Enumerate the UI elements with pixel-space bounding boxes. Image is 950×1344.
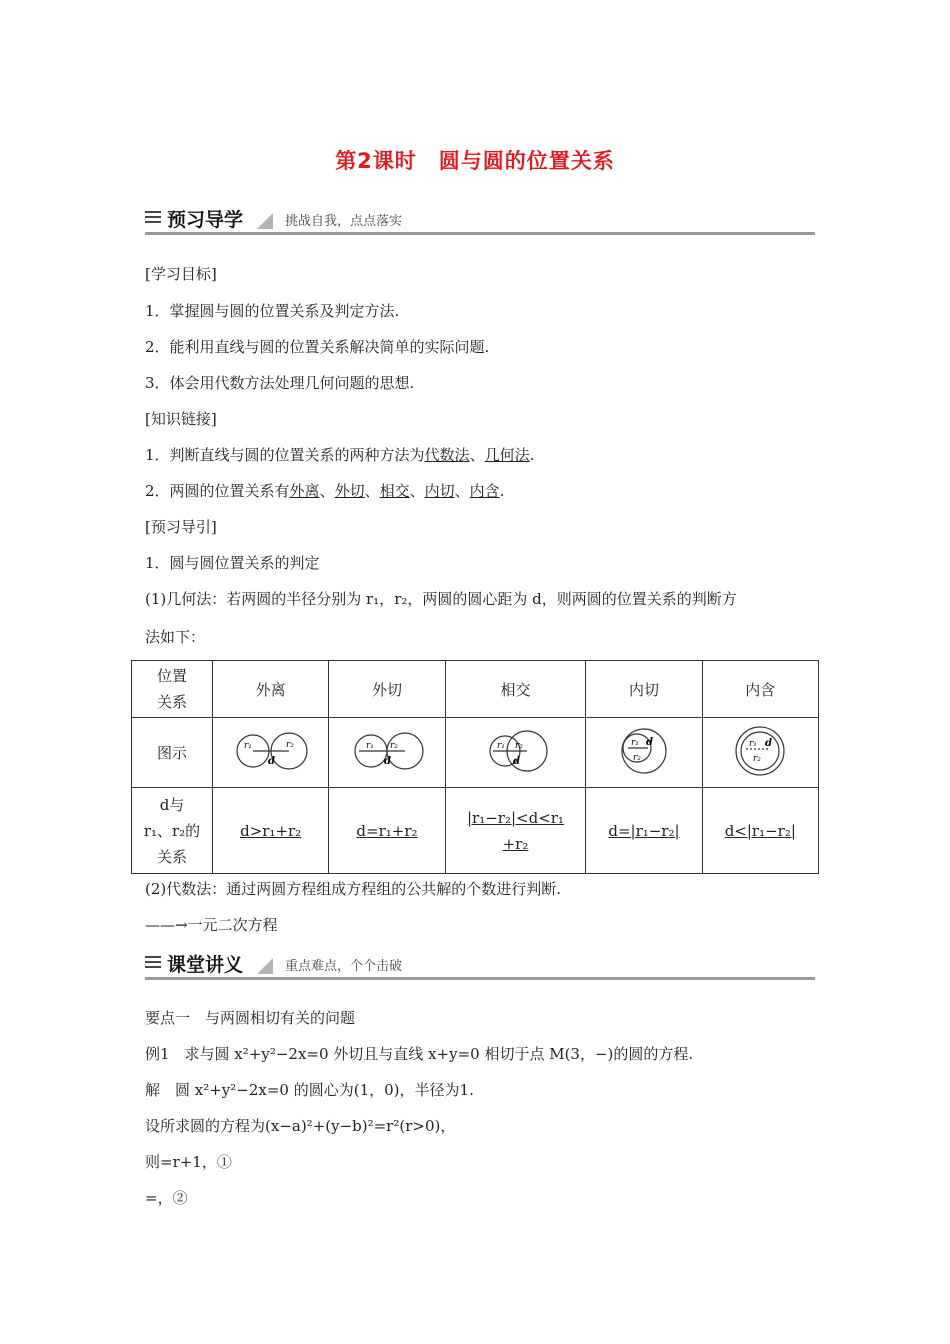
relation-formula: d<|r₁−r₂|	[724, 821, 796, 840]
goals-header: [学习目标]	[145, 265, 217, 283]
table-row	[132, 718, 819, 788]
column-header: 外离	[213, 661, 329, 718]
goal-item: 2．能利用直线与圆的位置关系解决简单的实际问题.	[145, 338, 490, 356]
label-d: d	[267, 755, 275, 767]
solution-line: 设所求圆的方程为(x−a)²+(y−b)²=r²(r>0)，	[145, 1117, 456, 1135]
diagram-cell	[329, 718, 445, 788]
contained-diagram	[720, 724, 800, 778]
section-bars-icon	[145, 211, 161, 227]
section-name: 课堂讲义	[167, 954, 244, 976]
links-header: [知识链接]	[145, 410, 217, 428]
goal-item: 1．掌握圆与圆的位置关系及判定方法.	[145, 302, 400, 320]
label-d: d	[765, 737, 773, 749]
end: .	[499, 482, 505, 500]
diagram-cell	[586, 718, 702, 788]
section-triangle-icon	[257, 213, 273, 229]
label-r1: r₁	[630, 737, 639, 748]
solution-line: 解 圆 x²+y²−2x=0 的圆心为(1，0)，半径为1.	[145, 1081, 474, 1099]
diagram-cell	[702, 718, 818, 788]
column-header: 内切	[586, 661, 702, 718]
label-d: d	[645, 736, 653, 748]
term: 外离	[289, 482, 320, 500]
column-header: 内含	[702, 661, 818, 718]
label-r2: r₂	[515, 740, 524, 751]
separate-circles-diagram	[231, 724, 311, 778]
row-header: 位置 关系	[132, 661, 213, 718]
term: 相交	[379, 482, 410, 500]
relation-formula: |r₁−r₂|<d<r₁ +r₂	[466, 808, 564, 853]
solution-line: 则=r+1，①	[145, 1153, 232, 1171]
guide-item-1: 1．圆与圆位置关系的判定	[145, 554, 320, 572]
relation-formula: d=r₁+r₂	[356, 821, 418, 840]
sep: 、	[409, 482, 425, 500]
label-d: d	[383, 755, 391, 767]
section-subtitle: 重点难点，个个击破	[285, 959, 403, 974]
circle-outer	[736, 727, 784, 775]
sep: 、	[319, 482, 335, 500]
section-header-preview	[145, 205, 815, 235]
relation-formula: d=|r₁−r₂|	[608, 821, 680, 840]
example-1: 例1 求与圆 x²+y²−2x=0 外切且与直线 x+y=0 相切于点 M(3，−)的圆的方程.	[145, 1045, 694, 1063]
term-algebra: 代数法	[424, 446, 470, 464]
relation-cell	[702, 788, 818, 874]
label-r2: r₂	[389, 740, 398, 751]
end: .	[529, 446, 535, 464]
relation-cell	[213, 788, 329, 874]
key-point-1: 要点一 与两圆相切有关的问题	[145, 1009, 356, 1027]
label-r2: r₂	[753, 753, 762, 764]
link-item-1	[145, 444, 534, 465]
label-r1: r₁	[497, 740, 506, 751]
intersecting-diagram	[475, 724, 555, 778]
term: 内含	[469, 482, 500, 500]
section-header-lecture	[145, 950, 815, 980]
geometry-method-line1: (1)几何法：若两圆的半径分别为 r₁，r₂，两圆的圆心距为 d，则两圆的位置关系的判断方	[145, 590, 737, 608]
geometry-method-line2: 法如下：	[145, 628, 206, 646]
relation-cell	[445, 788, 586, 874]
relation-cell	[329, 788, 445, 874]
section-rule	[145, 977, 815, 980]
guide-header: [预习导引]	[145, 518, 217, 536]
label-r1: r₁	[243, 740, 252, 751]
page-title: 第2课时 圆与圆的位置关系	[335, 149, 615, 173]
diagram-cell	[213, 718, 329, 788]
term-geometry: 几何法	[484, 446, 530, 464]
relation-cell	[586, 788, 702, 874]
arrow-line: ——→一元二次方程	[145, 916, 278, 934]
label-r2: r₂	[285, 739, 294, 750]
section-name: 预习导学	[167, 209, 244, 231]
diagram-cell	[445, 718, 586, 788]
table-row	[132, 661, 819, 718]
row-header: 图示	[132, 718, 213, 788]
section-triangle-icon	[257, 958, 273, 974]
tangent-internal-diagram	[604, 724, 684, 778]
link-prefix: 1．判断直线与圆的位置关系的两种方法为	[145, 446, 425, 464]
circle-inner	[741, 732, 779, 770]
sep: 、	[364, 482, 380, 500]
relation-table	[131, 660, 819, 874]
label-r2: r₂	[632, 752, 641, 763]
sep: 、	[454, 482, 470, 500]
label-r1: r₁	[365, 740, 374, 751]
goal-item: 3．体会用代数方法处理几何问题的思想.	[145, 374, 415, 392]
relation-formula: d>r₁+r₂	[240, 821, 302, 840]
link-prefix: 2．两圆的位置关系有	[145, 482, 290, 500]
table-row	[132, 788, 819, 874]
section-rule	[145, 232, 815, 235]
column-header: 相交	[445, 661, 586, 718]
sep: 、	[469, 446, 485, 464]
term: 内切	[424, 482, 455, 500]
algebra-method: (2)代数法：通过两圆方程组成方程组的公共解的个数进行判断.	[145, 880, 562, 898]
link-item-2	[145, 480, 504, 501]
column-header: 外切	[329, 661, 445, 718]
solution-line: =，②	[145, 1189, 188, 1207]
tangent-external-diagram	[347, 724, 427, 778]
label-r1: r₁	[749, 738, 758, 749]
section-bars-icon	[145, 956, 161, 972]
row-header: d与 r₁、r₂的 关系	[132, 788, 213, 874]
term: 外切	[334, 482, 365, 500]
label-d: d	[513, 755, 521, 767]
section-subtitle: 挑战自我，点点落实	[285, 214, 403, 229]
